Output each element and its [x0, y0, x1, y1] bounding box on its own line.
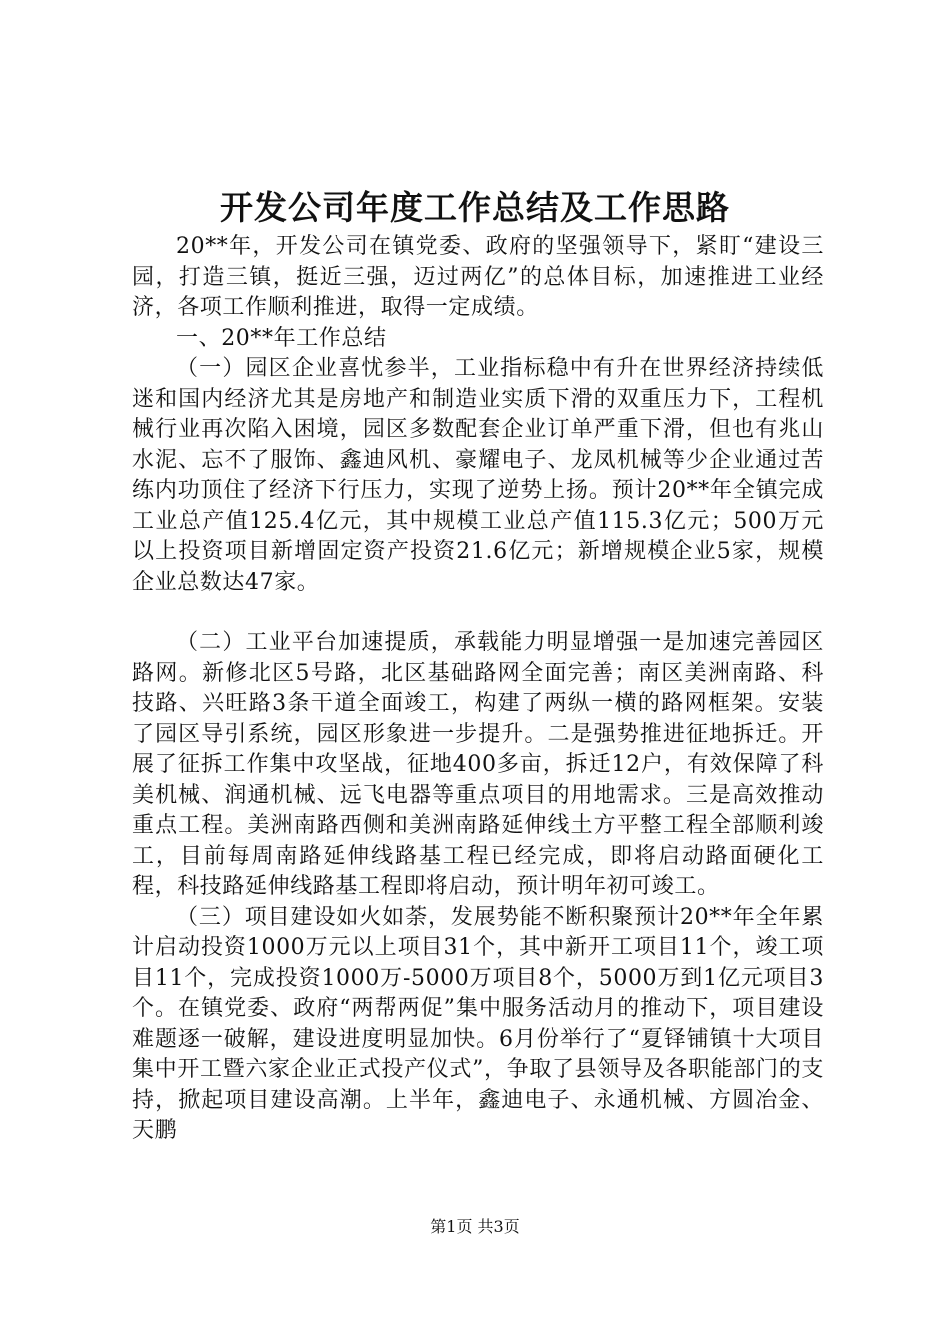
paragraph-part-two: （二）工业平台加速提质，承载能力明显增强一是加速完善园区路网。新修北区5号路，北区基础路网全面完善；南区美洲南路、科技路、兴旺路3条干道全面竣工，构建了两纵一横的路网框架。安装了园区导引系统，园区形象进一步提升。二是强势推进征地拆迁。开展了征拆工作集中攻坚战，征地400多亩，拆迁12户，有效保障了科美机械、润通机械、远飞电器等重点项目的用地需求。三是高效推动重点工程。美洲南路西侧和美洲南路延伸线土方平整工程全部顺利竣工，目前每周南路延伸线路基工程已经完成，即将启动路面硬化工程，科技路延伸线路基工程即将启动，预计明年初可竣工。	[132, 630, 824, 899]
intro-paragraph: 20**年，开发公司在镇党委、政府的坚强领导下，紧盯“建设三园，打造三镇，挺近三强，迈过两亿”的总体目标，加速推进工业经济，各项工作顺利推进，取得一定成绩。	[132, 234, 824, 320]
paragraph-part-three: （三）项目建设如火如荼，发展势能不断积聚预计20**年全年累计启动投资1000万元以上项目31个，其中新开工项目11个，竣工项目11个，完成投资1000万-5000万项目8个，5000万到1亿元项目3个。在镇党委、政府“两帮两促”集中服务活动月的推动下，项目建设难题逐一破解，建设进度明显加快。6月份举行了“夏铎铺镇十大项目集中开工暨六家企业正式投产仪式”，争取了县领导及各职能部门的支持，掀起项目建设高潮。上半年，鑫迪电子、永通机械、方圆冶金、天鹏	[132, 904, 824, 1143]
document-body	[132, 232, 824, 1147]
page-footer: 第1页 共3页	[430, 1217, 520, 1236]
section-heading: 一、20**年工作总结	[176, 325, 387, 351]
paragraph-part-one: （一）园区企业喜忧参半，工业指标稳中有升在世界经济持续低迷和国内经济尤其是房地产和制造业实质下滑的双重压力下，工程机械行业再次陷入困境，园区多数配套企业订单严重下滑，但也有兆山水泥、忘不了服饰、鑫迪风机、豪耀电子、龙凤机械等少企业通过苦练内功顶住了经济下行压力，实现了逆势上扬。预计20**年全镇完成工业总产值125.4亿元，其中规模工业总产值115.3亿元；500万元以上投资项目新增固定资产投资21.6亿元；新增规模企业5家，规模企业总数达47家。	[132, 356, 824, 595]
document-title: 开发公司年度工作总结及工作思路	[220, 188, 730, 227]
